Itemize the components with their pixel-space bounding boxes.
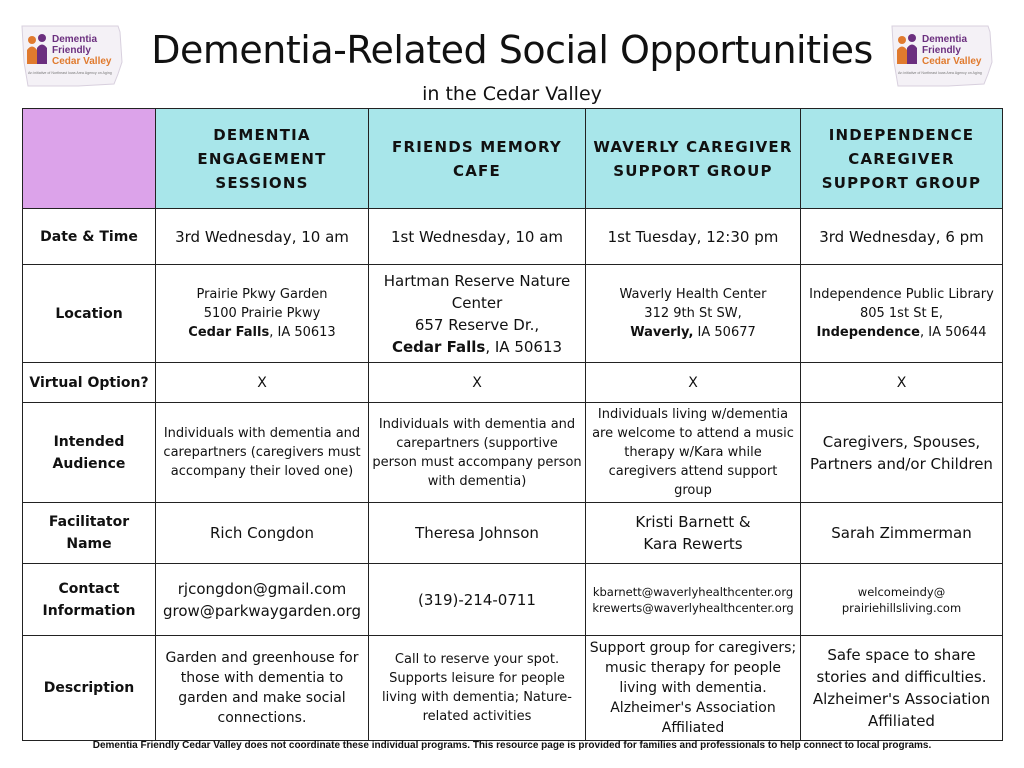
table-cell: Support group for caregivers; music therapy for people living with dementia. Alzheimer's Association Affiliated bbox=[586, 636, 801, 741]
facilitator-name: Rich Congdon bbox=[210, 524, 314, 542]
location-street: 657 Reserve Dr., bbox=[414, 315, 540, 334]
table-cell bbox=[801, 265, 1003, 363]
table-cell bbox=[156, 564, 369, 636]
svg-text:Friendly: Friendly bbox=[922, 45, 961, 56]
table-cell bbox=[156, 265, 369, 363]
table-cell: 3rd Wednesday, 10 am bbox=[156, 209, 369, 265]
table-cell: Individuals with dementia and carepartners (supportive person must accompany person with dementia) bbox=[369, 403, 586, 503]
table-cell: X bbox=[801, 363, 1003, 403]
contact-email[interactable]: krewerts@waverlyhealthcenter.org bbox=[592, 600, 794, 615]
contact-email[interactable]: grow@parkwaygarden.org bbox=[163, 601, 361, 620]
table-cell bbox=[369, 564, 586, 636]
table-cell bbox=[156, 503, 369, 564]
table-row-description bbox=[23, 636, 1003, 741]
contact-email[interactable]: kbarnett@waverlyhealthcenter.org bbox=[592, 584, 794, 599]
location-street: 5100 Prairie Pkwy bbox=[203, 306, 321, 321]
table-cell bbox=[586, 564, 801, 636]
contact-email[interactable]: prairiehillsliving.com bbox=[841, 600, 962, 615]
table-cell: X bbox=[156, 363, 369, 403]
table-cell: X bbox=[586, 363, 801, 403]
svg-text:Dementia: Dementia bbox=[52, 34, 98, 45]
location-name: Waverly Health Center bbox=[619, 287, 767, 302]
row-header: Virtual Option? bbox=[23, 363, 156, 403]
table-cell: 3rd Wednesday, 6 pm bbox=[801, 209, 1003, 265]
table-cell: Safe space to share stories and difficulties. Alzheimer's Association Affiliated bbox=[801, 636, 1003, 741]
table-row-location bbox=[23, 265, 1003, 363]
table-row-audience bbox=[23, 403, 1003, 503]
table-row-date-time bbox=[23, 209, 1003, 265]
row-header: Date & Time bbox=[23, 209, 156, 265]
table-cell: Individuals living w/dementia are welcome to attend a music therapy w/Kara while caregivers attend support group bbox=[586, 403, 801, 503]
location-street: 805 1st St E, bbox=[859, 306, 944, 321]
location-name: Prairie Pkwy Garden bbox=[196, 287, 328, 302]
svg-text:An initiative of Northeast Iow: An initiative of Northeast Iowa Area Agency on Aging bbox=[28, 71, 112, 75]
location-city: Cedar Falls bbox=[391, 337, 486, 356]
page-title: Dementia-Related Social Opportunities bbox=[151, 28, 873, 72]
table-header-row bbox=[23, 109, 1003, 209]
svg-text:An initiative of Northeast Iow: An initiative of Northeast Iowa Area Agency on Aging bbox=[898, 71, 982, 75]
table-cell bbox=[369, 265, 586, 363]
facilitator-name: Sarah Zimmerman bbox=[831, 524, 972, 542]
table-cell: Caregivers, Spouses, Partners and/or Children bbox=[801, 403, 1003, 503]
table-cell: 1st Wednesday, 10 am bbox=[369, 209, 586, 265]
svg-text:Friendly: Friendly bbox=[52, 45, 91, 56]
contact-email[interactable]: welcomeindy@ bbox=[857, 584, 946, 599]
facilitator-name: Kara Rewerts bbox=[643, 535, 743, 553]
row-header: Description bbox=[23, 636, 156, 741]
location-city: Waverly, bbox=[630, 325, 694, 340]
location-city-line bbox=[372, 336, 582, 358]
location-name: Hartman Reserve Nature Center bbox=[383, 271, 571, 312]
column-header: WAVERLY CAREGIVER SUPPORT GROUP bbox=[586, 109, 801, 209]
table-cell bbox=[586, 265, 801, 363]
programs-table bbox=[22, 108, 1003, 741]
contact-email[interactable]: rjcongdon@gmail.com bbox=[177, 579, 347, 598]
row-header: Contact Information bbox=[23, 564, 156, 636]
table-cell: X bbox=[369, 363, 586, 403]
table-row-facilitator bbox=[23, 503, 1003, 564]
location-state-zip: , IA 50613 bbox=[485, 337, 563, 356]
table-cell: 1st Tuesday, 12:30 pm bbox=[586, 209, 801, 265]
location-city-line bbox=[804, 323, 999, 342]
contact-phone[interactable]: (319)-214-0711 bbox=[418, 590, 536, 609]
table-row-contact bbox=[23, 564, 1003, 636]
facilitator-name: Theresa Johnson bbox=[415, 524, 539, 542]
location-city: Cedar Falls bbox=[188, 325, 270, 340]
corner-cell bbox=[23, 109, 156, 209]
location-name: Independence Public Library bbox=[809, 287, 994, 302]
table-cell: Garden and greenhouse for those with dementia to garden and make social connections. bbox=[156, 636, 369, 741]
table-cell bbox=[801, 564, 1003, 636]
row-header: Location bbox=[23, 265, 156, 363]
location-city: Independence bbox=[816, 325, 920, 340]
location-city-line bbox=[159, 323, 365, 342]
location-city-line bbox=[589, 323, 797, 342]
column-header: DEMENTIA ENGAGEMENT SESSIONS bbox=[156, 109, 369, 209]
page-subtitle: in the Cedar Valley bbox=[422, 83, 602, 105]
table-cell: Individuals with dementia and carepartners (caregivers must accompany their loved one) bbox=[156, 403, 369, 503]
svg-text:Cedar Valley: Cedar Valley bbox=[52, 56, 112, 67]
location-state-zip: , IA 50613 bbox=[269, 325, 336, 340]
location-street: 312 9th St SW, bbox=[644, 306, 742, 321]
table-cell bbox=[369, 503, 586, 564]
column-header: FRIENDS MEMORY CAFE bbox=[369, 109, 586, 209]
footer-disclaimer: Dementia Friendly Cedar Valley does not coordinate these individual programs. This resource page is provided for families and professionals to help connect to local programs. bbox=[92, 740, 932, 751]
table-cell: Call to reserve your spot. Supports leisure for people living with dementia; Nature-related activities bbox=[369, 636, 586, 741]
table-cell bbox=[586, 503, 801, 564]
location-state-zip: , IA 50644 bbox=[920, 325, 987, 340]
row-header: Facilitator Name bbox=[23, 503, 156, 564]
table-row-virtual bbox=[23, 363, 1003, 403]
facilitator-name: Kristi Barnett & bbox=[635, 513, 751, 531]
svg-text:Dementia: Dementia bbox=[922, 34, 968, 45]
svg-text:Cedar Valley: Cedar Valley bbox=[922, 56, 982, 67]
row-header: Intended Audience bbox=[23, 403, 156, 503]
location-state-zip: IA 50677 bbox=[693, 325, 756, 340]
table-cell bbox=[801, 503, 1003, 564]
column-header: INDEPENDENCE CAREGIVER SUPPORT GROUP bbox=[801, 109, 1003, 209]
